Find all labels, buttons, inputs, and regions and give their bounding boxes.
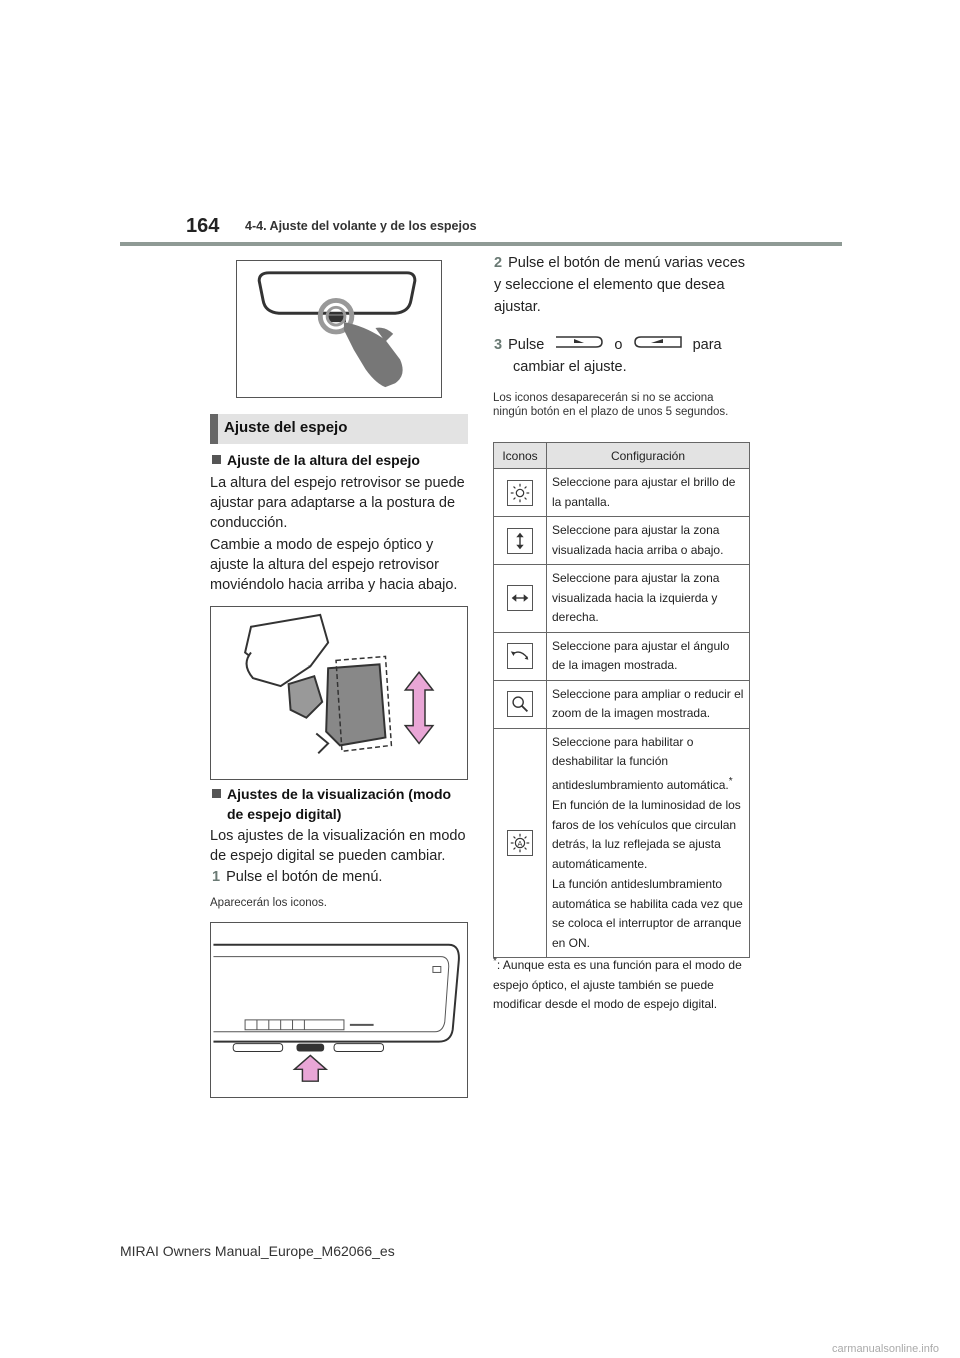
step-1-note: Aparecerán los iconos.: [210, 897, 327, 909]
table-row: A Seleccione para habilitar o deshabilitar la función antideslumbramiento automática.* En función de la luminosidad de los faros de los vehículos que circulan detrás, la luz reflejada se ajusta automáticamente. La función antideslumbramiento automática se habilita cada vez que se coloca el interruptor de arranque en ON.: [494, 728, 750, 958]
col-header-config: Configuración: [547, 443, 750, 469]
section-heading: [210, 414, 468, 444]
footnote: *: Aunque esta es una función para el modo de espejo óptico, el ajuste también se puede modificar desde el modo de espejo digital.: [493, 956, 742, 1011]
svg-text:A: A: [517, 838, 523, 848]
icons-timeout-note: Los iconos desaparecerán si no se acciona ningún botón en el plazo de unos 5 segundos.: [493, 392, 729, 418]
page-number: 164: [186, 215, 220, 237]
header-rule: [120, 242, 842, 246]
footer-manual-name: MIRAI Owners Manual_Europe_M62066_es: [120, 1243, 395, 1259]
brightness-icon: [507, 480, 533, 506]
auto-antiglare-icon: [507, 830, 533, 856]
paragraph-optical-mode: Cambie a modo de espejo óptico y ajuste la altura del espejo retrovisor moviéndolo hacia arriba y hacia abajo.: [210, 537, 458, 593]
vertical-arrows-icon: [507, 528, 533, 554]
paragraph-display-settings: Los ajustes de la visualización en modo de espejo digital se pueden cambiar.: [210, 828, 466, 864]
col-header-icons: Iconos: [494, 443, 547, 469]
watermark: carmanualsonline.info: [832, 1343, 940, 1355]
zoom-icon: [507, 691, 533, 717]
subheading-display: Ajustes de la visualización (modo de espejo digital): [212, 784, 474, 824]
decrease-button-icon: [554, 334, 604, 356]
table-row: Seleccione para ajustar el ángulo de la imagen mostrada.: [494, 632, 750, 680]
paragraph-height-desc: La altura del espejo retrovisor se puede ajustar para adaptarse a la postura de conducción.: [210, 475, 465, 531]
square-bullet-icon: [212, 455, 221, 464]
mirror-height-figure: [210, 606, 468, 780]
table-row: Seleccione para ampliar o reducir el zoom de la imagen mostrada.: [494, 680, 750, 728]
subheading-height: Ajuste de la altura del espejo: [212, 450, 472, 470]
step-2: 2 Pulse el botón de menú varias veces y seleccione el elemento que desea ajustar.: [494, 255, 746, 315]
heading-text: Ajuste del espejo: [224, 419, 348, 436]
section-title: 4-4. Ajuste del volante y de los espejos: [245, 219, 477, 233]
step-3: 3 Pulse o para cambiar el ajuste.: [494, 334, 756, 378]
mirror-button-figure: [236, 260, 442, 398]
table-row: Seleccione para ajustar el brillo de la pantalla.: [494, 469, 750, 517]
horizontal-arrows-icon: [507, 585, 533, 611]
increase-button-icon: [633, 334, 683, 356]
tilt-icon: [507, 643, 533, 669]
table-row: Seleccione para ajustar la zona visualizada hacia la izquierda y derecha.: [494, 565, 750, 633]
square-bullet-icon: [212, 789, 221, 798]
heading-accent-bar: [210, 414, 218, 444]
icons-table: [493, 442, 750, 958]
digital-mirror-figure: [210, 922, 468, 1098]
table-row: Seleccione para ajustar la zona visualizada hacia arriba o abajo.: [494, 517, 750, 565]
step-1: 1 Pulse el botón de menú.: [212, 869, 383, 885]
